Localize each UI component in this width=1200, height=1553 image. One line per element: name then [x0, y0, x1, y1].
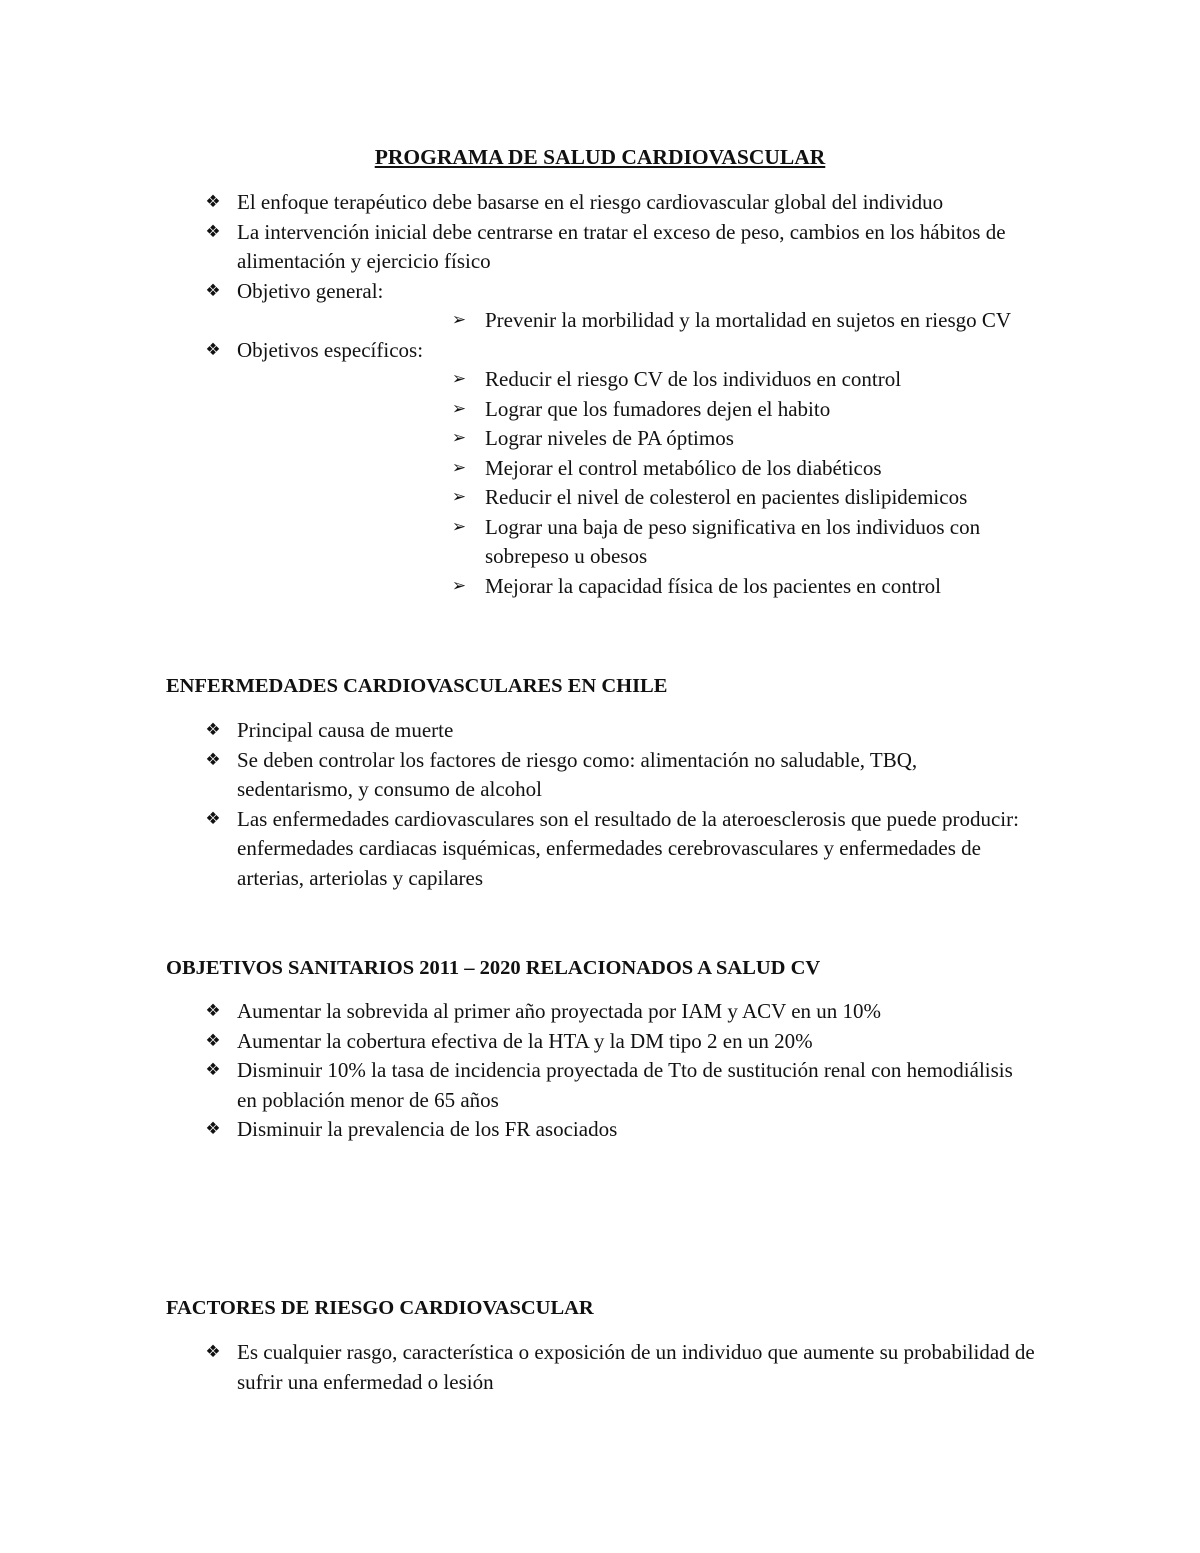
- arrowhead-bullet-icon: ➢: [451, 575, 467, 596]
- sub-list-item-text: Lograr niveles de PA óptimos: [485, 426, 734, 450]
- list-item-text: Disminuir 10% la tasa de incidencia proyectada de Tto de sustitución renal con hemodiálisis en población menor de 65 años: [237, 1058, 1013, 1112]
- list-item: [0, 997, 1037, 1027]
- sub-list-item-text: Lograr una baja de peso significativa en los individuos con sobrepeso u obesos: [485, 514, 981, 568]
- list-item-text: Principal causa de muerte: [237, 718, 454, 742]
- list-item: [0, 1115, 1037, 1145]
- arrowhead-bullet-icon: ➢: [451, 369, 467, 389]
- arrowhead-bullet-icon: ➢: [451, 310, 467, 330]
- diamond-bullet-icon: ❖: [205, 1001, 221, 1021]
- arrowhead-bullet-icon: ➢: [451, 398, 467, 419]
- list-item-text: Objetivos específicos:: [237, 337, 424, 362]
- list-item: [0, 277, 1037, 336]
- list-item-text: Disminuir la prevalencia de los FR asociados: [237, 1117, 618, 1141]
- sub-list-item-text: Reducir el riesgo CV de los individuos en control: [485, 367, 902, 391]
- objectives-bullet-list: [0, 997, 1037, 1145]
- list-item-text: Aumentar la sobrevida al primer año proyectada por IAM y ACV en un 10%: [237, 999, 882, 1023]
- specific-objectives-list: [237, 365, 1037, 601]
- chile-bullet-list: [0, 716, 1037, 893]
- arrowhead-bullet-icon: ➢: [451, 457, 467, 478]
- diamond-bullet-icon: ❖: [205, 1060, 221, 1080]
- diamond-bullet-icon: ❖: [205, 808, 221, 829]
- list-item: [0, 188, 1037, 218]
- list-item: [0, 218, 1037, 277]
- chile-section-heading: ENFERMEDADES CARDIOVASCULARES EN CHILE: [166, 675, 668, 697]
- list-item-text: El enfoque terapéutico debe basarse en el riesgo cardiovascular global del individuo: [237, 190, 944, 214]
- risk-factors-bullet-list: [0, 1338, 1037, 1397]
- list-item: [0, 1056, 1037, 1115]
- list-item-text: Aumentar la cobertura efectiva de la HTA y la DM tipo 2 en un 20%: [237, 1028, 813, 1053]
- sub-list-item: [449, 513, 1055, 572]
- diamond-bullet-icon: ❖: [205, 221, 221, 242]
- list-item-text: Objetivo general:: [237, 278, 384, 303]
- list-item: [0, 716, 1037, 746]
- list-item-text: La intervención inicial debe centrarse en tratar el exceso de peso, cambios en los hábitos de alimentación y ejercicio físico: [237, 219, 1006, 273]
- diamond-bullet-icon: ❖: [205, 720, 221, 740]
- diamond-bullet-icon: ❖: [205, 280, 221, 301]
- sub-list-item: [449, 306, 1055, 336]
- sub-list-item: [449, 365, 1055, 395]
- objectives-section-heading: OBJETIVOS SANITARIOS 2011 – 2020 RELACIONADOS A SALUD CV: [166, 957, 821, 979]
- arrowhead-bullet-icon: ➢: [451, 428, 467, 448]
- diamond-bullet-icon: ❖: [205, 1030, 221, 1051]
- sub-list-item: [449, 483, 1055, 513]
- list-item-text: Las enfermedades cardiovasculares son el resultado de la ateroesclerosis que puede producir: enfermedades cardiacas isquémicas, enfermedades cerebrovasculares y enfermedades de arterias, arteriolas y capilares: [237, 806, 1019, 890]
- list-item-text: Se deben controlar los factores de riesgo como: alimentación no saludable, TBQ, sedentarismo, y consumo de alcohol: [237, 747, 918, 801]
- diamond-bullet-icon: ❖: [205, 339, 221, 360]
- diamond-bullet-icon: ❖: [205, 192, 221, 212]
- arrowhead-bullet-icon: ➢: [451, 516, 467, 537]
- sub-list-item-text: Lograr que los fumadores dejen el habito: [485, 396, 831, 421]
- arrowhead-bullet-icon: ➢: [451, 487, 467, 507]
- list-item: [0, 1027, 1037, 1057]
- list-item: [0, 1338, 1037, 1397]
- sub-list-item-text: Mejorar la capacidad física de los pacientes en control: [485, 573, 941, 598]
- sub-list-item: [449, 395, 1055, 425]
- sub-list-item-text: Reducir el nivel de colesterol en pacientes dislipidemicos: [485, 485, 968, 509]
- sub-list-item: [449, 424, 1055, 454]
- diamond-bullet-icon: ❖: [205, 1342, 221, 1362]
- list-item-text: Es cualquier rasgo, característica o exposición de un individuo que aumente su probabilidad de sufrir una enfermedad o lesión: [237, 1340, 1035, 1394]
- list-item: [0, 805, 1037, 894]
- diamond-bullet-icon: ❖: [205, 749, 221, 770]
- diamond-bullet-icon: ❖: [205, 1119, 221, 1139]
- sub-list-item: [449, 572, 1055, 602]
- sub-list-item: [449, 454, 1055, 484]
- sub-list-item-text: Prevenir la morbilidad y la mortalidad en sujetos en riesgo CV: [485, 308, 1012, 332]
- program-bullet-list: [0, 188, 1037, 601]
- list-item: [0, 746, 1037, 805]
- page-title: PROGRAMA DE SALUD CARDIOVASCULAR: [374, 145, 826, 169]
- list-item: [0, 336, 1037, 602]
- risk-factors-section-heading: FACTORES DE RIESGO CARDIOVASCULAR: [166, 1297, 594, 1319]
- general-objectives-list: [237, 306, 1037, 336]
- sub-list-item-text: Mejorar el control metabólico de los diabéticos: [485, 455, 882, 480]
